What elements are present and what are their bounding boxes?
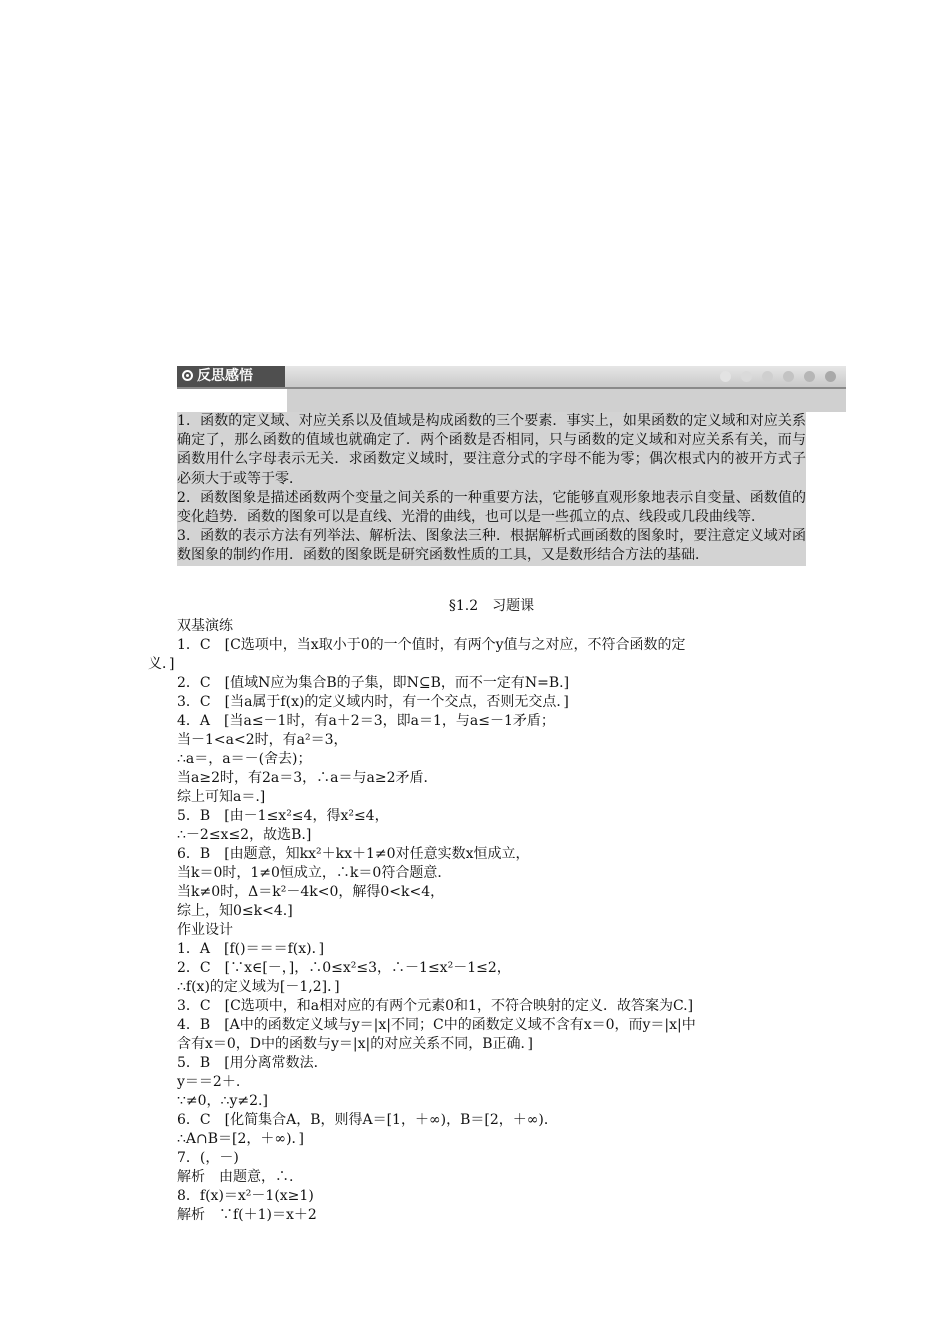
answer-line: 8．f(x)＝x²－1(x≥1) <box>177 1188 314 1204</box>
summary-point-2: 2．函数图象是描述函数两个变量之间关系的一种重要方法，它能够直观形象地表示自变量、函数值的变化趋势．函数的图象可以是直线、光滑的曲线，也可以是一些孤立的点、线段或几段曲线等． <box>177 489 806 526</box>
section-header-title: 反思感悟 <box>197 368 253 384</box>
answer-line: 5．B [由－1≤x²≤4，得x²≤4， <box>177 808 389 824</box>
answer-line: 义．] <box>148 656 175 672</box>
answer-line: 2．C [∵x∈[－，]，∴0≤x²≤3，∴－1≤x²－1≤2， <box>177 960 511 976</box>
answer-line: y＝＝2＋. <box>177 1074 241 1090</box>
decorative-dot-icon <box>762 371 773 382</box>
answer-line: 2．C [值域N应为集合B的子集，即N⊆B，而不一定有N=B.] <box>177 675 570 691</box>
answer-line: 5．B [用分离常数法． <box>177 1055 328 1071</box>
decorative-dot-icon <box>720 371 731 382</box>
section-title: §1.2 习题课 <box>448 598 535 614</box>
answer-line: 1．C [C选项中，当x取小于0的一个值时，有两个y值与之对应，不符合函数的定 <box>177 637 686 653</box>
answer-line: 1．A [f()＝＝＝f(x)．] <box>177 941 325 957</box>
answer-line: 3．C [当a属于f(x)的定义域内时，有一个交点，否则无交点．] <box>177 694 569 710</box>
decorative-dot-icon <box>783 371 794 382</box>
decorative-dot-icon <box>825 371 836 382</box>
answer-line: 4．B [A中的函数定义域与y＝|x|不同；C中的函数定义域不含有x＝0，而y＝|x|中 <box>177 1017 696 1033</box>
summary-box <box>177 412 806 566</box>
answer-body <box>148 617 808 1225</box>
summary-point-1: 1．函数的定义域、对应关系以及值域是构成函数的三个要素．事实上，如果函数的定义域和对应关系确定了，那么函数的值域也就确定了．两个函数是否相同，只与函数的定义域和对应关系有关，而与函数用什么字母表示无关．求函数定义域时，要注意分式的字母不能为零；偶次根式内的被开方式子必须大于或等于零． <box>177 413 806 487</box>
answer-line: ∴f(x)的定义域为[－1,2]．] <box>177 979 340 995</box>
answer-line: ∴－2≤x≤2，故选B.] <box>177 827 312 843</box>
answer-line: 6．C [化简集合A，B，则得A＝[1，＋∞)，B＝[2，＋∞)． <box>177 1112 558 1128</box>
decorative-dot-icon <box>741 371 752 382</box>
answer-line: 当k≠0时，Δ＝k²－4k<0，解得0<k<4， <box>177 884 445 900</box>
answer-line: 当k＝0时，1≠0恒成立，∴k＝0符合题意． <box>177 865 452 881</box>
answer-line: 解析 ∵f(＋1)＝x＋2 <box>177 1207 317 1223</box>
decorative-dots <box>720 371 836 382</box>
decorative-dot-icon <box>804 371 815 382</box>
answer-line: 作业设计 <box>177 922 233 938</box>
answer-line: 综上可知a＝.] <box>177 789 266 805</box>
answer-line: 6．B [由题意，知kx²＋kx＋1≠0对任意实数x恒成立， <box>177 846 530 862</box>
answer-line: ∴a＝，a＝－(舍去)； <box>177 751 312 767</box>
answer-line: 综上，知0≤k<4.] <box>177 903 293 919</box>
answer-line: 含有x＝0，D中的函数与y＝|x|的对应关系不同，B正确．] <box>177 1036 534 1052</box>
answer-line: 双基演练 <box>177 618 233 634</box>
answer-line: 当－1<a<2时，有a²＝3， <box>177 732 348 748</box>
answer-line: 3．C [C选项中，和a相对应的有两个元素0和1，不符合映射的定义．故答案为C.] <box>177 998 694 1014</box>
answer-line: 当a≥2时，有2a＝3，∴a＝与a≥2矛盾． <box>177 770 438 786</box>
section-header-label <box>177 366 285 387</box>
section-header-bar <box>177 366 846 387</box>
answer-line: ∴A∩B＝[2，＋∞)．] <box>177 1131 304 1147</box>
answer-line: ∵≠0，∴y≠2.] <box>177 1093 268 1109</box>
answer-line: 7．(，－) <box>177 1150 239 1166</box>
header-shadow-strip <box>287 389 846 412</box>
answer-line: 解析 由题意，∴. <box>177 1169 294 1185</box>
summary-point-3: 3．函数的表示方法有列举法、解析法、图象法三种．根据解析式画函数的图象时，要注意定义域对函数图象的制约作用．函数的图象既是研究函数性质的工具，又是数形结合方法的基础． <box>177 528 806 564</box>
answer-line: 4．A [当a≤－1时，有a＋2＝3，即a＝1，与a≤－1矛盾； <box>177 713 555 729</box>
target-circle-icon <box>182 370 193 381</box>
